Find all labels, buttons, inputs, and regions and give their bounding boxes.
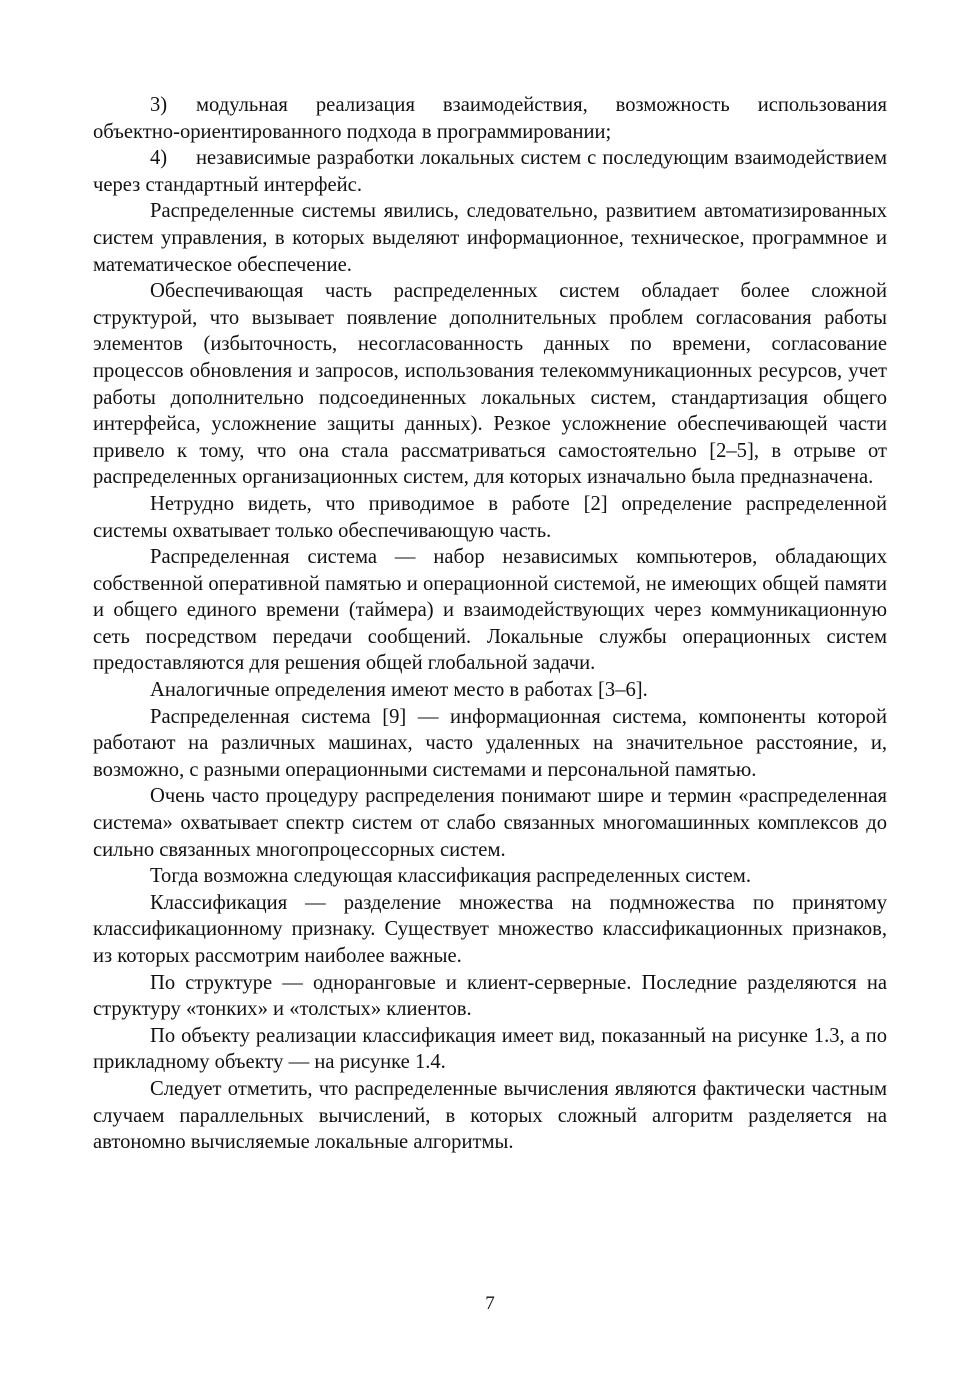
list-item-number: 3): [150, 94, 168, 116]
paragraph-definition: Распределенная система — набор независимых компьютеров, обладающих собственной оперативной памятью и операционной системой, не имеющих общей памяти и общего единого времени (таймера) и взаимодействующих через коммуникационную сеть посредством передачи сообщений. Локальные службы операционных систем предоставляются для решения общей глобальной задачи.: [93, 546, 887, 675]
page-number: 7: [485, 1293, 495, 1314]
list-item-4: [93, 145, 887, 198]
paragraph-by-object: По объекту реализации классификация имеет вид, показанный на рисунке 1.3, а по прикладному объекту — на рисунке 1.4.: [93, 1024, 887, 1074]
paragraph-by-structure: По структуре — одноранговые и клиент-серверные. Последние разделяются на структуру «тонких» и «толстых» клиентов.: [93, 971, 887, 1021]
paragraph-distributed-systems-development: Распределенные системы явились, следовательно, развитием автоматизированных систем управления, в которых выделяют информационное, техническое, программное и математическое обеспечение.: [93, 200, 887, 276]
list-item-number: 4): [150, 147, 168, 170]
paragraph-definition-9: Распределенная система [9] — информационная система, компоненты которой работают на различных машинах, часто удаленных на значительное расстояние, и, возможно, с разными операционными системами и персональной памятью.: [93, 705, 887, 781]
paragraph-supporting-part: Обеспечивающая часть распределенных систем обладает более сложной структурой, что вызывает появление дополнительных проблем согласования работы элементов (избыточность, несогласованность данных по времени, согласование процессов обновления и запросов, использования телекоммуникационных ресурсов, учет работы дополнительно подсоединенных локальных систем, стандартизация общего интерфейса, усложнение защиты данных). Резкое усложнение обеспечивающей части привело к тому, что она стала рассматриваться самостоятельно [2–5], в отрыве от распределенных организационных систем, для которых изначально была предназначена.: [93, 280, 887, 489]
paragraph-similar-definitions: Аналогичные определения имеют место в работах [3–6].: [150, 679, 648, 702]
list-item-text: модульная реализация взаимодействия, возможность использования объектно-ориентированного подхода в программировании;: [93, 94, 887, 143]
paragraph-definition-reference: Нетрудно видеть, что приводимое в работе [2] определение распределенной системы охватывает только обеспечивающую часть.: [93, 492, 887, 542]
paragraph-broad-term: Очень часто процедуру распределения понимают шире и термин «распределенная система» охватывает спектр систем от слабо связанных многомашинных комплексов до сильно связанных многопроцессорных систем.: [93, 785, 887, 861]
paragraph-classification-intro: Тогда возможна следующая классификация распределенных систем.: [150, 865, 751, 888]
paragraph-parallel-computing: Следует отметить, что распределенные вычисления являются фактически частным случаем параллельных вычислений, в которых сложный алгоритм разделяется на автономно вычисляемые локальные алгоритмы.: [93, 1077, 887, 1154]
paragraph-classification-definition: Классификация — разделение множества на подмножества по принятому классификационному признаку. Существует множество классификационных признаков, из которых рассмотрим наиболее важные.: [93, 891, 887, 967]
list-item-text: независимые разработки локальных систем с последующим взаимодействием через стандартный интерфейс.: [93, 147, 887, 196]
list-item-3: [93, 92, 887, 145]
page-body: [93, 92, 887, 1156]
